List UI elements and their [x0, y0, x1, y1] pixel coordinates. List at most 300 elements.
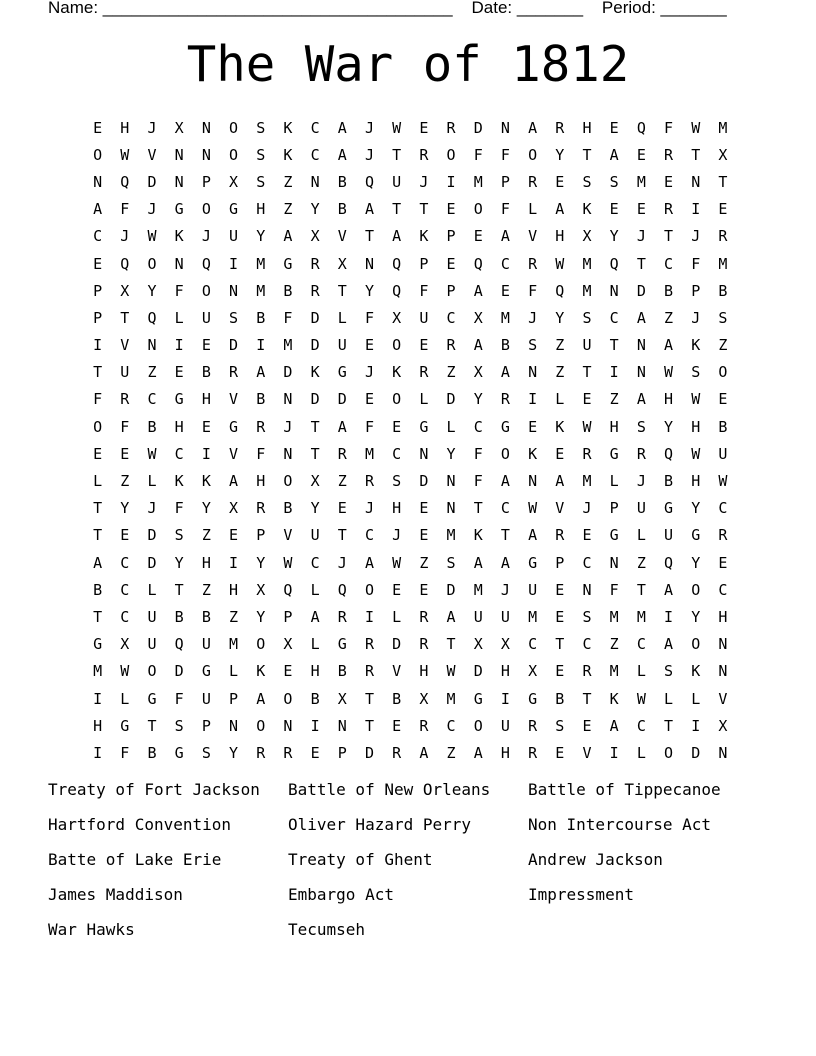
grid-letter: U	[229, 227, 239, 246]
grid-letter: H	[609, 417, 619, 436]
grid-letter: E	[392, 716, 402, 735]
grid-letter: E	[555, 607, 565, 626]
grid-letter: E	[201, 336, 211, 355]
grid-letter: J	[364, 499, 374, 518]
grid-letter: B	[555, 689, 565, 708]
grid-letter: A	[500, 553, 510, 572]
grid-letter: P	[555, 553, 565, 572]
grid-letter: E	[582, 716, 592, 735]
grid-letter: I	[174, 336, 184, 355]
grid-letter: B	[256, 390, 266, 409]
grid-letter: K	[528, 444, 538, 463]
grid-letter: E	[229, 526, 239, 545]
grid-letter: S	[446, 553, 456, 572]
grid-letter: Q	[392, 281, 402, 300]
grid-letter: Y	[310, 200, 320, 219]
grid-letter: L	[636, 743, 646, 762]
grid-letter: R	[555, 118, 565, 137]
grid-letter: G	[174, 390, 184, 409]
grid-letter: D	[446, 390, 456, 409]
grid-letter: J	[582, 499, 592, 518]
grid-letter: D	[310, 336, 320, 355]
grid-letter: C	[310, 145, 320, 164]
grid-letter: Z	[283, 172, 293, 191]
grid-letter: C	[147, 390, 157, 409]
grid-letter: E	[419, 580, 429, 599]
grid-letter: O	[446, 145, 456, 164]
grid-letter: U	[310, 526, 320, 545]
grid-letter: C	[446, 716, 456, 735]
grid-letter: M	[473, 172, 483, 191]
grid-letter: N	[636, 336, 646, 355]
grid-letter: A	[310, 607, 320, 626]
grid-letter: C	[718, 499, 728, 518]
grid-letter: H	[310, 662, 320, 681]
grid-letter: X	[310, 227, 320, 246]
grid-letter: T	[310, 444, 320, 463]
grid-letter: B	[310, 689, 320, 708]
grid-letter: K	[691, 662, 701, 681]
grid-letter: T	[93, 526, 103, 545]
grid-letter: W	[147, 444, 157, 463]
grid-letter: C	[636, 716, 646, 735]
word-bank	[48, 778, 768, 953]
grid-letter: Y	[609, 227, 619, 246]
grid-letter: T	[93, 607, 103, 626]
grid-letter: H	[201, 390, 211, 409]
grid-letter: G	[120, 716, 130, 735]
grid-letter: E	[609, 118, 619, 137]
grid-letter: A	[337, 417, 347, 436]
grid-letter: R	[446, 118, 456, 137]
grid-letter: Q	[364, 172, 374, 191]
grid-letter: O	[147, 662, 157, 681]
grid-letter: K	[256, 662, 266, 681]
grid-letter: L	[609, 472, 619, 491]
grid-letter: A	[609, 716, 619, 735]
grid-letter: N	[718, 743, 728, 762]
grid-letter: W	[718, 472, 728, 491]
grid-letter: Z	[636, 553, 646, 572]
grid-letter: K	[392, 363, 402, 382]
grid-letter: F	[256, 444, 266, 463]
grid-letter: L	[174, 308, 184, 327]
grid-letter: G	[229, 200, 239, 219]
grid-letter: W	[582, 417, 592, 436]
grid-letter: T	[691, 145, 701, 164]
grid-letter: X	[718, 145, 728, 164]
grid-letter: R	[229, 363, 239, 382]
grid-letter: D	[310, 308, 320, 327]
grid-letter: M	[609, 607, 619, 626]
grid-letter: N	[337, 716, 347, 735]
grid-letter: N	[446, 499, 456, 518]
grid-letter: Y	[256, 227, 266, 246]
grid-letter: T	[147, 716, 157, 735]
grid-letter: F	[473, 444, 483, 463]
grid-letter: Q	[636, 118, 646, 137]
grid-letter: N	[201, 145, 211, 164]
grid-letter: K	[174, 472, 184, 491]
grid-letter: X	[120, 281, 130, 300]
grid-letter: Y	[201, 499, 211, 518]
grid-letter: N	[500, 118, 510, 137]
grid-letter: O	[528, 145, 538, 164]
grid-letter: R	[718, 526, 728, 545]
grid-letter: A	[473, 743, 483, 762]
grid-letter: S	[664, 662, 674, 681]
grid-letter: Y	[147, 281, 157, 300]
grid-letter: J	[147, 499, 157, 518]
grid-letter: L	[419, 390, 429, 409]
word-bank-item: Embargo Act	[288, 885, 394, 904]
grid-letter: P	[609, 499, 619, 518]
grid-letter: E	[392, 580, 402, 599]
grid-letter: R	[256, 417, 266, 436]
grid-letter: M	[446, 689, 456, 708]
grid-letter: R	[120, 390, 130, 409]
grid-letter: U	[337, 336, 347, 355]
grid-letter: E	[718, 390, 728, 409]
grid-letter: M	[500, 308, 510, 327]
grid-letter: T	[636, 580, 646, 599]
grid-letter: Q	[147, 308, 157, 327]
grid-letter: M	[718, 118, 728, 137]
grid-letter: G	[337, 635, 347, 654]
grid-letter: O	[93, 417, 103, 436]
grid-letter: A	[528, 526, 538, 545]
grid-letter: N	[174, 254, 184, 273]
grid-row	[84, 495, 737, 522]
grid-letter: C	[93, 227, 103, 246]
grid-letter: R	[664, 145, 674, 164]
grid-letter: C	[446, 308, 456, 327]
grid-letter: R	[582, 444, 592, 463]
word-bank-item: Batte of Lake Erie	[48, 850, 222, 869]
grid-letter: J	[147, 118, 157, 137]
grid-letter: Y	[229, 743, 239, 762]
grid-letter: P	[446, 281, 456, 300]
grid-letter: F	[174, 689, 184, 708]
grid-letter: J	[691, 308, 701, 327]
grid-letter: C	[500, 499, 510, 518]
grid-letter: H	[500, 662, 510, 681]
grid-letter: W	[691, 390, 701, 409]
grid-letter: I	[93, 743, 103, 762]
word-bank-item: War Hawks	[48, 920, 135, 939]
student-info-header: Name: _____________________________________ Date: _______ Period: _______	[48, 0, 727, 17]
grid-letter: F	[609, 580, 619, 599]
grid-letter: T	[582, 689, 592, 708]
grid-letter: Y	[174, 553, 184, 572]
grid-letter: E	[93, 118, 103, 137]
grid-letter: T	[364, 716, 374, 735]
grid-letter: Z	[201, 580, 211, 599]
grid-letter: B	[147, 743, 157, 762]
grid-letter: E	[582, 526, 592, 545]
grid-letter: E	[609, 200, 619, 219]
grid-row	[84, 386, 737, 413]
grid-letter: E	[718, 200, 728, 219]
grid-letter: R	[256, 743, 266, 762]
grid-letter: C	[174, 444, 184, 463]
grid-letter: U	[201, 689, 211, 708]
grid-letter: P	[419, 254, 429, 273]
grid-letter: F	[174, 499, 184, 518]
grid-letter: T	[555, 635, 565, 654]
grid-letter: L	[555, 390, 565, 409]
grid-letter: V	[555, 499, 565, 518]
word-bank-item: Treaty of Ghent	[288, 850, 433, 869]
grid-letter: M	[256, 254, 266, 273]
grid-letter: B	[283, 281, 293, 300]
grid-letter: B	[256, 308, 266, 327]
grid-letter: G	[174, 200, 184, 219]
grid-letter: I	[229, 553, 239, 572]
grid-letter: A	[555, 472, 565, 491]
grid-row	[84, 739, 737, 766]
grid-letter: O	[201, 281, 211, 300]
grid-letter: E	[582, 390, 592, 409]
grid-letter: I	[201, 444, 211, 463]
grid-letter: E	[419, 526, 429, 545]
grid-letter: E	[310, 743, 320, 762]
grid-row	[84, 413, 737, 440]
grid-letter: K	[582, 200, 592, 219]
grid-letter: C	[718, 580, 728, 599]
grid-letter: G	[664, 499, 674, 518]
grid-row	[84, 685, 737, 712]
grid-letter: P	[337, 743, 347, 762]
grid-letter: S	[174, 526, 184, 545]
grid-letter: J	[636, 227, 646, 246]
grid-letter: Y	[555, 145, 565, 164]
grid-letter: G	[201, 662, 211, 681]
grid-letter: R	[310, 254, 320, 273]
grid-letter: B	[664, 281, 674, 300]
grid-letter: I	[691, 716, 701, 735]
grid-letter: O	[93, 145, 103, 164]
grid-letter: M	[446, 526, 456, 545]
grid-letter: T	[364, 689, 374, 708]
grid-letter: R	[392, 743, 402, 762]
grid-letter: H	[664, 390, 674, 409]
grid-letter: X	[419, 689, 429, 708]
grid-row	[84, 168, 737, 195]
grid-letter: H	[229, 580, 239, 599]
grid-letter: P	[201, 716, 211, 735]
grid-letter: A	[283, 227, 293, 246]
grid-letter: G	[500, 417, 510, 436]
grid-letter: Q	[392, 254, 402, 273]
grid-letter: E	[446, 254, 456, 273]
grid-letter: C	[582, 553, 592, 572]
grid-letter: A	[256, 689, 266, 708]
grid-row	[84, 304, 737, 331]
grid-letter: H	[718, 607, 728, 626]
grid-letter: K	[310, 363, 320, 382]
grid-letter: Q	[337, 580, 347, 599]
grid-letter: N	[636, 363, 646, 382]
grid-letter: I	[500, 689, 510, 708]
grid-letter: L	[337, 308, 347, 327]
grid-letter: W	[555, 254, 565, 273]
grid-letter: A	[636, 308, 646, 327]
grid-letter: L	[664, 689, 674, 708]
word-bank-item: James Maddison	[48, 885, 183, 904]
grid-letter: E	[636, 145, 646, 164]
grid-row	[84, 440, 737, 467]
grid-row	[84, 467, 737, 494]
grid-letter: S	[582, 308, 592, 327]
grid-letter: W	[636, 689, 646, 708]
grid-letter: E	[446, 200, 456, 219]
grid-letter: S	[256, 172, 266, 191]
grid-letter: A	[364, 200, 374, 219]
word-bank-item: Hartford Convention	[48, 815, 232, 834]
grid-letter: Q	[174, 635, 184, 654]
grid-letter: C	[582, 635, 592, 654]
grid-row	[84, 603, 737, 630]
grid-letter: R	[555, 526, 565, 545]
grid-letter: V	[528, 227, 538, 246]
grid-letter: M	[636, 607, 646, 626]
grid-letter: Y	[691, 553, 701, 572]
grid-letter: S	[691, 363, 701, 382]
grid-letter: R	[718, 227, 728, 246]
grid-letter: E	[201, 417, 211, 436]
grid-letter: U	[473, 607, 483, 626]
grid-letter: O	[147, 254, 157, 273]
grid-letter: V	[337, 227, 347, 246]
grid-letter: O	[364, 580, 374, 599]
grid-letter: M	[609, 662, 619, 681]
grid-letter: B	[93, 580, 103, 599]
grid-letter: Q	[283, 580, 293, 599]
grid-letter: O	[283, 689, 293, 708]
grid-row	[84, 359, 737, 386]
grid-letter: E	[718, 553, 728, 572]
grid-letter: L	[310, 580, 320, 599]
grid-letter: A	[500, 472, 510, 491]
grid-letter: E	[473, 227, 483, 246]
grid-letter: I	[609, 743, 619, 762]
grid-letter: T	[664, 227, 674, 246]
grid-letter: B	[664, 472, 674, 491]
grid-letter: A	[528, 118, 538, 137]
grid-letter: B	[174, 607, 184, 626]
grid-letter: D	[337, 390, 347, 409]
grid-letter: V	[147, 145, 157, 164]
grid-letter: Z	[664, 308, 674, 327]
grid-letter: C	[636, 635, 646, 654]
grid-letter: X	[256, 580, 266, 599]
grid-letter: V	[283, 526, 293, 545]
grid-letter: G	[419, 417, 429, 436]
grid-letter: F	[691, 254, 701, 273]
grid-letter: T	[419, 200, 429, 219]
grid-letter: H	[419, 662, 429, 681]
grid-letter: E	[120, 444, 130, 463]
grid-row	[84, 277, 737, 304]
grid-letter: V	[582, 743, 592, 762]
grid-letter: Y	[446, 444, 456, 463]
grid-letter: H	[500, 743, 510, 762]
grid-letter: R	[419, 635, 429, 654]
grid-letter: Q	[473, 254, 483, 273]
grid-letter: J	[364, 363, 374, 382]
grid-letter: D	[473, 118, 483, 137]
grid-letter: N	[147, 336, 157, 355]
grid-letter: M	[582, 281, 592, 300]
grid-letter: F	[364, 417, 374, 436]
grid-letter: A	[473, 281, 483, 300]
grid-letter: B	[500, 336, 510, 355]
grid-letter: H	[256, 200, 266, 219]
grid-letter: O	[229, 145, 239, 164]
grid-letter: W	[528, 499, 538, 518]
grid-letter: H	[691, 472, 701, 491]
grid-letter: T	[364, 227, 374, 246]
grid-letter: F	[473, 145, 483, 164]
grid-letter: A	[364, 553, 374, 572]
grid-letter: F	[664, 118, 674, 137]
grid-letter: R	[636, 444, 646, 463]
grid-letter: M	[636, 172, 646, 191]
grid-letter: K	[283, 145, 293, 164]
grid-letter: F	[120, 200, 130, 219]
grid-letter: D	[147, 526, 157, 545]
grid-letter: O	[256, 716, 266, 735]
grid-letter: R	[310, 281, 320, 300]
grid-letter: L	[392, 607, 402, 626]
grid-letter: Z	[446, 363, 456, 382]
grid-letter: Z	[609, 390, 619, 409]
grid-letter: N	[609, 553, 619, 572]
grid-letter: F	[500, 200, 510, 219]
grid-letter: M	[364, 444, 374, 463]
grid-letter: K	[283, 118, 293, 137]
grid-letter: J	[147, 200, 157, 219]
grid-letter: O	[500, 444, 510, 463]
grid-letter: Q	[120, 254, 130, 273]
grid-letter: F	[364, 308, 374, 327]
grid-letter: B	[392, 689, 402, 708]
grid-letter: C	[310, 553, 320, 572]
grid-row	[84, 250, 737, 277]
grid-letter: P	[446, 227, 456, 246]
grid-letter: E	[419, 499, 429, 518]
grid-letter: I	[664, 607, 674, 626]
grid-letter: D	[147, 172, 157, 191]
grid-letter: H	[555, 227, 565, 246]
grid-letter: J	[364, 145, 374, 164]
grid-letter: B	[147, 417, 157, 436]
grid-letter: W	[691, 118, 701, 137]
grid-letter: E	[120, 526, 130, 545]
grid-letter: R	[582, 662, 592, 681]
grid-letter: D	[446, 580, 456, 599]
grid-letter: T	[609, 336, 619, 355]
grid-letter: W	[691, 444, 701, 463]
grid-letter: X	[229, 172, 239, 191]
grid-letter: L	[229, 662, 239, 681]
grid-letter: N	[718, 662, 728, 681]
grid-letter: R	[337, 607, 347, 626]
grid-letter: O	[283, 472, 293, 491]
grid-letter: N	[93, 172, 103, 191]
grid-letter: J	[337, 553, 347, 572]
